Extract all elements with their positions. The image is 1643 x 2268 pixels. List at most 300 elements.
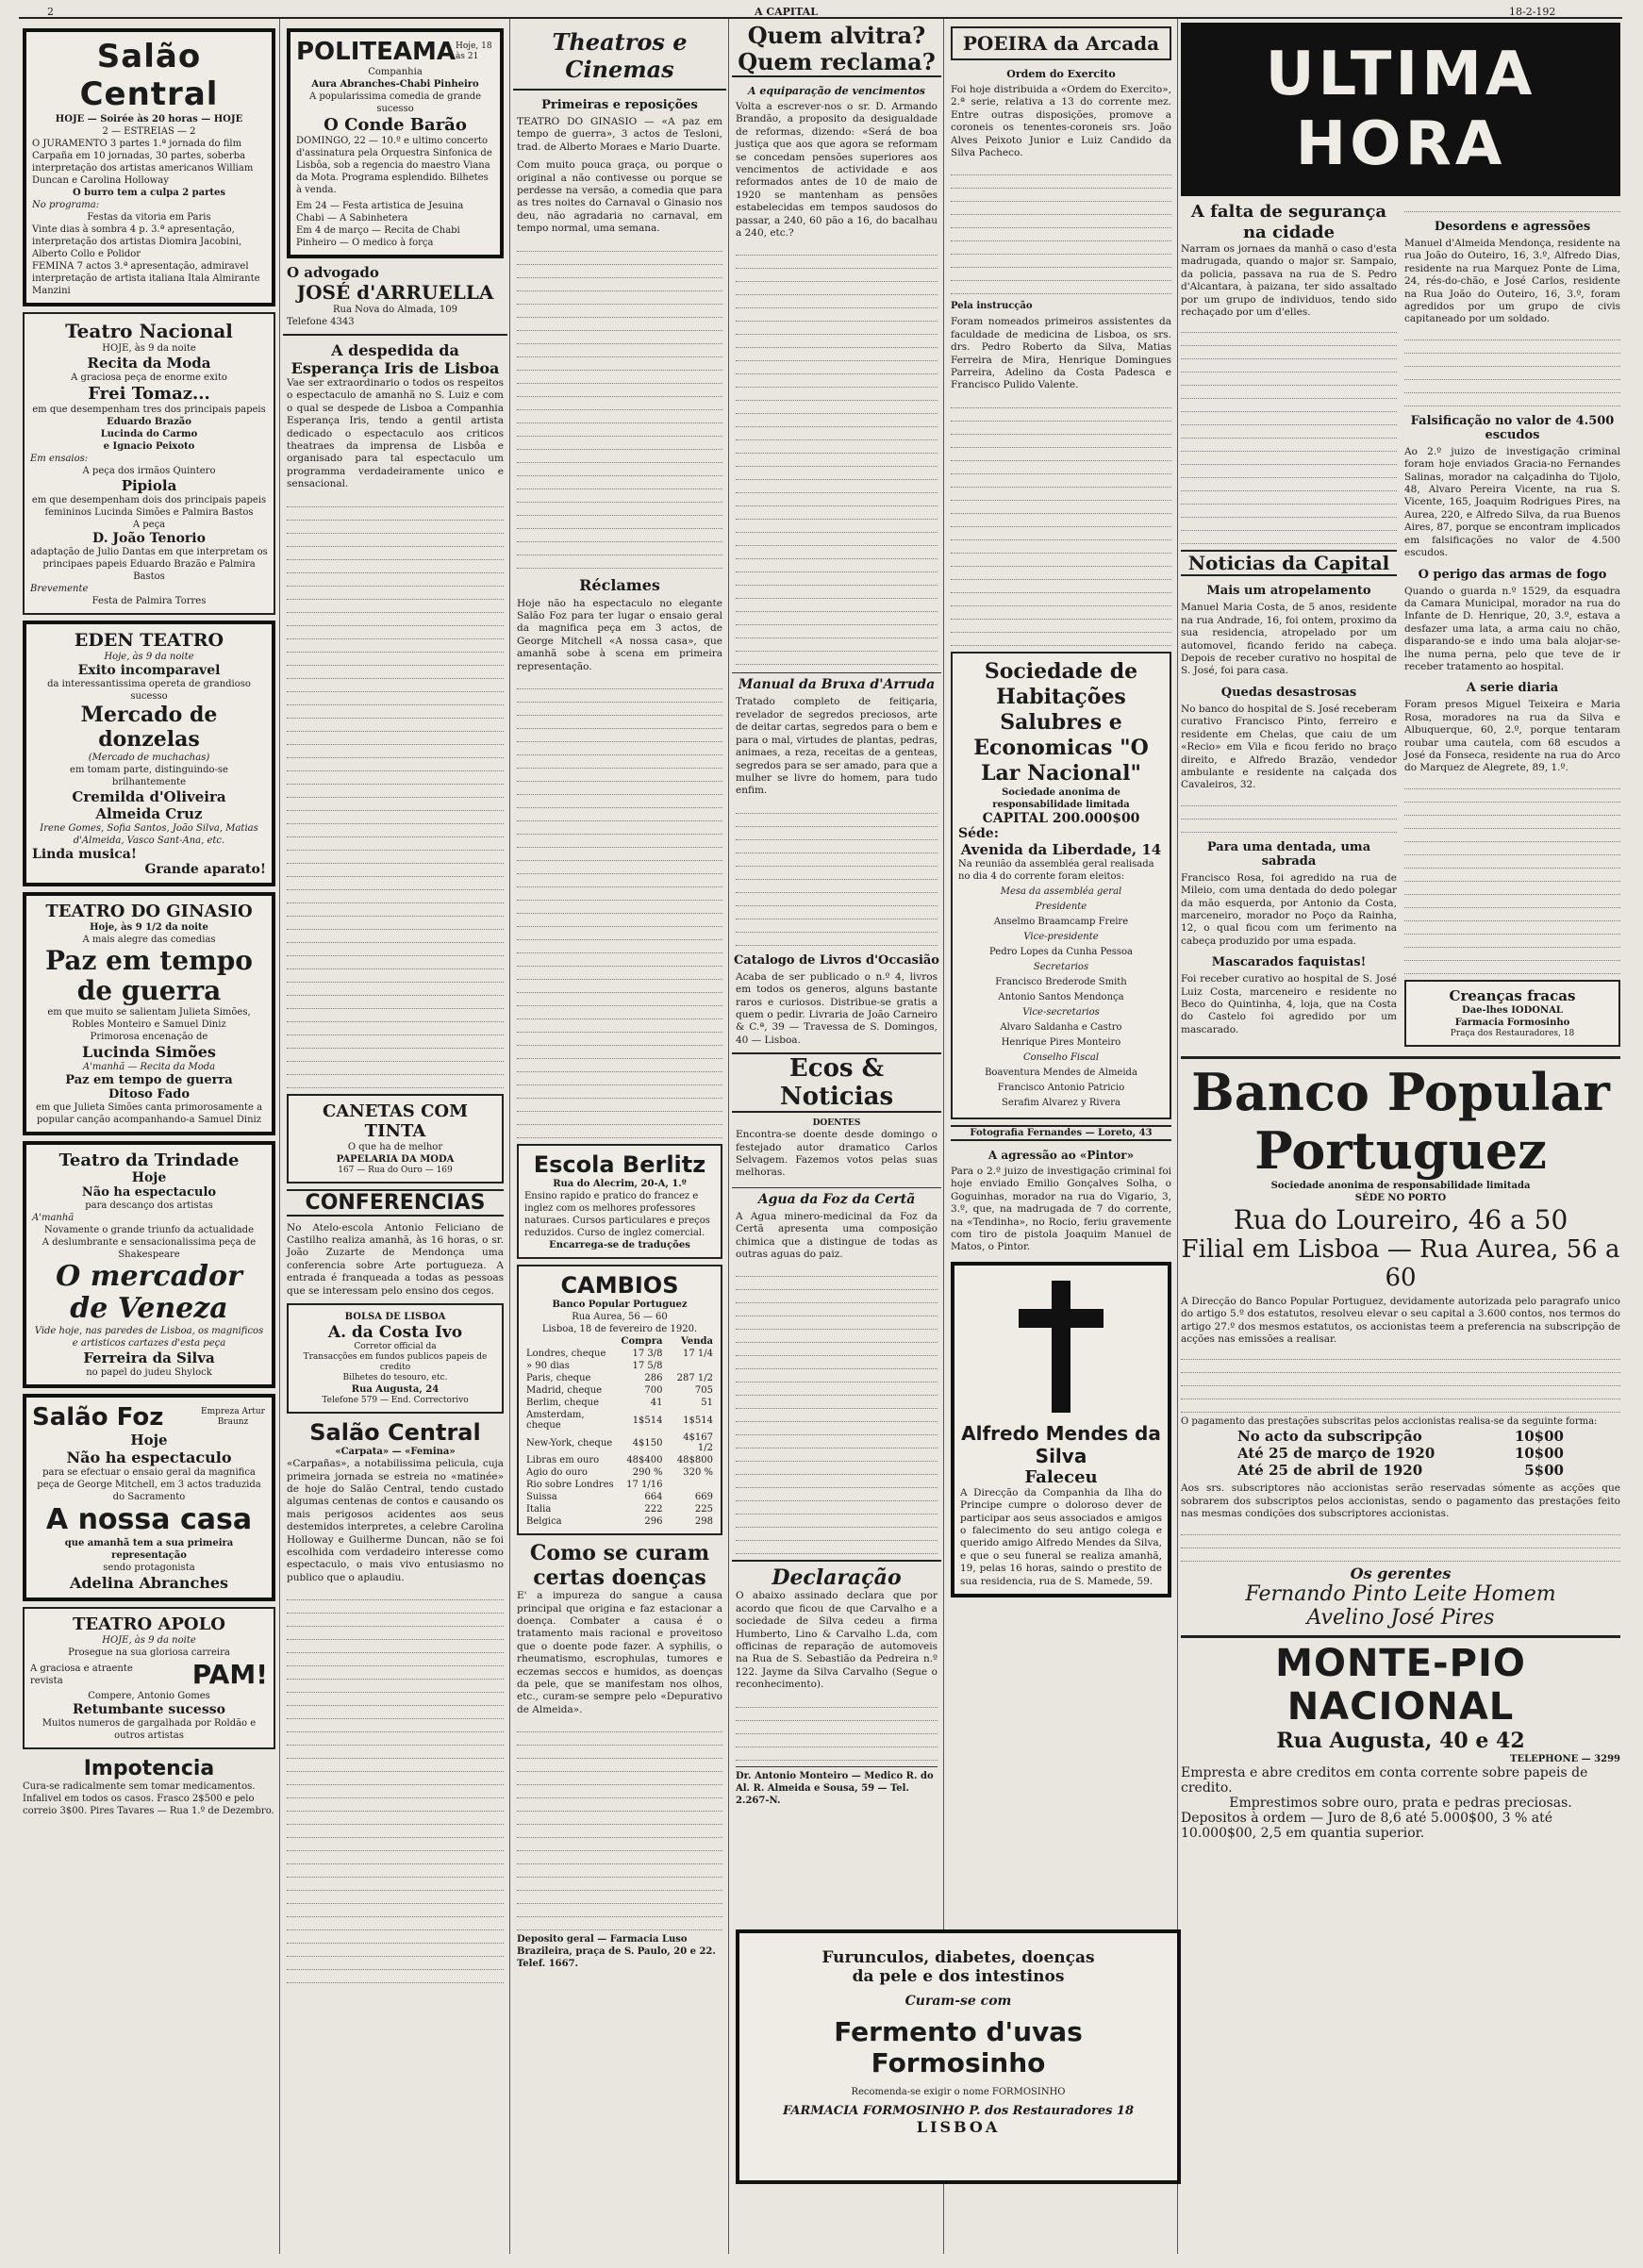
foz-line: que amanhã tem a sua primeira representação bbox=[64, 1538, 234, 1561]
quedas-title: Quedas desastrosas bbox=[1220, 685, 1357, 700]
catalogo-body: Acaba de ser publicado o n.º 4, livros em todos os generos, alguns bastante raros e curiosos. Distribue-se gratis a quem o pedir. Livraria de João Carneiro & C.ª, 39 — Travessa de S. Domingos, 40 — Lisboa. bbox=[736, 970, 938, 1046]
table-row bbox=[524, 1503, 715, 1515]
list-item: Conselho Fiscal bbox=[1022, 1051, 1100, 1063]
ginasio-ad bbox=[23, 892, 275, 1135]
mascarados-body: Foi receber curativo ao hospital de S. José Luiz Costa, marceneiro e residente no Beco do Quintinha, 4, loja, que na Costa do Castelo foi agredido por um mascarado. bbox=[1181, 973, 1397, 1035]
pol-line: Em 4 de março — Recita de Chabi Pinheiro — O medico à força bbox=[296, 225, 460, 248]
tn-line: HOJE, às 9 da noite bbox=[102, 343, 196, 354]
table-row bbox=[524, 1515, 715, 1528]
quem-body: Volta a escrever-nos o sr. D. Armando Brandão, a proposito da desigualdade de reformas, dizendo: «Será de boa justiça que aos que agora se reformam se concedam pensões superiores aos vencimentos de actividade e aos reformados antes de 10 de maio de 1920 se mantenham as pensões estabelecidas em tempos saudosos do passar, a 240, 60 pão a 16, do bacalhau a 240, etc.? bbox=[736, 101, 938, 240]
dentada-title: Para uma dentada, uma sabrada bbox=[1206, 839, 1371, 869]
montepio-ad bbox=[1181, 1635, 1620, 1841]
cre-line: Creanças fracas bbox=[1449, 986, 1576, 1004]
ferm-line: Furunculos, diabetes, doenças bbox=[822, 1948, 1095, 1967]
table-cell: Agio do ouro bbox=[526, 1467, 588, 1479]
salao-line: HOJE — Soirée às 20 horas — HOJE bbox=[55, 114, 243, 124]
banco-line: SÉDE NO PORTO bbox=[1354, 1192, 1447, 1203]
column-2 bbox=[283, 23, 507, 1989]
table-cell: Italia bbox=[526, 1504, 552, 1515]
table-row bbox=[524, 1372, 715, 1384]
table-row bbox=[524, 1466, 715, 1479]
pol-line: Em 24 — Festa artistica de Jesuina Chabi — A Sabinhetera bbox=[296, 201, 464, 223]
bolsa-line: Rua Augusta, 24 bbox=[351, 1384, 440, 1396]
table-cell: 705 bbox=[694, 1385, 713, 1397]
eden-line: da interessantissima opereta de grandioso sucesso bbox=[47, 679, 251, 702]
table-cell: Rio sobre Londres bbox=[526, 1480, 614, 1491]
poeira-body: Foi hoje distribuida a «Ordem do Exercito», 2.ª serie, relativa a 13 do corrente mez. Entre outras disposições, promove a coroneis os tenentes-coroneis srs. João Alves Peixoto Junior e Luiz Candido da Silva Pacheco. bbox=[951, 84, 1171, 159]
banco-gerentes-label: Os gerentes bbox=[1350, 1564, 1452, 1582]
table-row bbox=[524, 1454, 715, 1466]
salao2-body: «Carpañas», a notabilissima pelicula, cuja primeira jornada se estreia no «matinée» de hoje do Salão Central, tendo custado algumas centenas de contos e causando os mais perigosos acidentes aos seus destemidos interpretes, a celebre Carolina Holloway e Guilherme Duncan, não se foi escolhida com verdadeiro interesse como espectaculo, o mais vivo entusiasmo no publico que o aplaudiu. bbox=[287, 1458, 504, 1583]
table-cell: Londres, cheque bbox=[526, 1349, 606, 1360]
serie-body: Foram presos Miguel Teixeira e Maria Rosa, moradores na rua da Silva e Albuquerque, 60, 2.º, porque tentaram roubar uma cautela, com 68 escudos a José da Fonseca, residente na rua do Arco do Marquez de Alegrete, 89, 1.º. bbox=[1404, 699, 1620, 774]
apolo-ad bbox=[23, 1607, 275, 1749]
poeira-body2: Foram nomeados primeiros assistentes da faculdade de medicina de Lisboa, os srs. drs. Pedro Roberto da Silva, Matias Ferreira de Mira, Henrique Domingues Parreira, Adelino da Costa Padesca e Francisco Pulido Valente. bbox=[951, 316, 1171, 391]
adv-line: O advogado bbox=[287, 264, 379, 281]
impotencia-title: Impotencia bbox=[83, 1757, 215, 1780]
apolo-line: Muitos numeros de gargalhada por Roldão e outros artistas bbox=[41, 1718, 257, 1741]
falsificacao-body: Ao 2.º juizo de investigação criminal foram hoje enviados Gracia-no Fernandes Salinas, morador na calçadinha do Tijolo, 48, Alvaro Pereira Vicente, na rua S. Vicente, 165, Joaquim Rodrigues Pires, na Aurea, 220, e Alfredo Silva, da rua Buenos Aires, 87, porque se encontram implicados em falsificações no valor de 4.500 escudos. bbox=[1404, 445, 1620, 559]
primeiras-title: Primeiras e reposições bbox=[541, 98, 698, 112]
tn-line: em que desempenham dois dos principais papeis femininos Lucinda Simões e Palmira Bastos bbox=[31, 495, 267, 518]
catalogo-title: Catalogo de Livros d'Occasião bbox=[734, 952, 939, 968]
table-cell: Paris, cheque bbox=[526, 1373, 591, 1384]
armas-title: O perigo das armas de fogo bbox=[1418, 567, 1607, 582]
page-number: 2 bbox=[47, 6, 54, 18]
salao-desc: O burro tem a culpa 2 partes bbox=[72, 188, 226, 198]
canetas-ad bbox=[287, 1094, 504, 1184]
eden-line: em tomam parte, distinguindo-se brilhantemente bbox=[70, 765, 228, 787]
trin-line: para descanço dos artistas bbox=[85, 1200, 213, 1211]
table-cell: 290 % bbox=[632, 1467, 663, 1479]
can-line: 167 — Rua do Ouro — 169 bbox=[338, 1165, 453, 1175]
table-row bbox=[524, 1384, 715, 1397]
bolsa-line: A. da Costa Ivo bbox=[327, 1323, 463, 1343]
eden-title: EDEN TEATRO bbox=[74, 630, 224, 651]
salao-desc: O JURAMENTO 3 partes 1.ª jornada do film Carpaña em 10 jornadas, 30 partes, soberba interpretação dos artistas americanos William Duncan e Carolina Holloway bbox=[32, 139, 254, 186]
gin-line: Ditoso Fado bbox=[108, 1087, 191, 1101]
poeira-sub2: Pela instrucção bbox=[951, 301, 1033, 312]
list-item: Presidente bbox=[1035, 901, 1087, 912]
tn-line: Recita da Moda bbox=[87, 355, 211, 372]
table-cell: 296 bbox=[644, 1516, 663, 1528]
table-row bbox=[524, 1432, 715, 1454]
salao-extra: Vinte dias à sombra 4 p. 3.ª apresentação, interpretação dos artistas Diomira Jacobini, Alberto Collo e Polidor bbox=[32, 224, 242, 259]
can-line: PAPELARIA DA MODA bbox=[336, 1153, 455, 1165]
armas-body: Quando o guarda n.º 1529, da esquadra da Camara Municipal, morador na rua do Infante de D. Henrique, 20, 3.º, estava a desfazer uma lata, a arma caiu no chão, disparando-se e indo uma bala alojar-se-lhe numa perna, pelo que teve de ir receber tratamento ao hospital. bbox=[1404, 585, 1620, 672]
ginasio-review-body: Com muito pouca graça, ou porque o original a não contivesse ou porque se perdesse na versão, a comedia que para as tres noites do Carnaval o Ginasio nos deu, não agradaria no carnaval, em tempo normal, uma semana. bbox=[517, 159, 722, 235]
trin-line: Não ha espectaculo bbox=[81, 1185, 217, 1200]
masthead: A CAPITAL bbox=[755, 6, 818, 18]
mp-line: Empresta e abre creditos em conta corrente sobre papeis de credito. bbox=[1181, 1764, 1588, 1796]
table-cell: 41 bbox=[650, 1398, 663, 1409]
table-cell: 222 bbox=[644, 1504, 663, 1515]
eden-line: Grande aparato! bbox=[144, 862, 266, 877]
ferm-line: Recomenda-se exigir o nome FORMOSINHO bbox=[851, 2087, 1066, 2097]
column-3 bbox=[513, 23, 726, 1976]
mascarados-title: Mascarados faquistas! bbox=[1211, 955, 1367, 970]
foz-line: sendo protagonista bbox=[103, 1563, 195, 1573]
manual-title: Manual da Bruxa d'Arruda bbox=[732, 672, 941, 692]
table-cell: 4$150 bbox=[632, 1437, 663, 1449]
alfredo-faleceu: Faleceu bbox=[1024, 1466, 1098, 1487]
despedida-body: Vae ser extraordinario o todos os respeitos o espectaculo de amanhã no S. Luiz e com o qual se despede de Lisboa a Companhia Esperança Iris, tendo a gentil artista dedicado o espectaculo aos criticos theatraes da imprensa de Lisbôa e organisado para tal espectaculo um programma verdadeiramente unico e sensacional. bbox=[287, 377, 504, 490]
gin-line: Paz em tempo de guerra bbox=[45, 945, 253, 1006]
foz-empresa: Empreza Artur Braunz bbox=[201, 1407, 265, 1427]
cambios-header-cell: Venda bbox=[681, 1336, 713, 1348]
ferm-line: da pele e dos intestinos bbox=[852, 1967, 1065, 1986]
foz-line: Não ha espectaculo bbox=[66, 1449, 232, 1466]
list-item: Antonio Santos Mendonça bbox=[998, 991, 1124, 1002]
banco-pay-label: O pagamento das prestações subscritas pelos accionistas realisa-se da seguinte forma: bbox=[1181, 1416, 1598, 1428]
ecos-title: Ecos & Noticias bbox=[732, 1052, 941, 1113]
escola-line: Rua do Alecrim, 20-A, 1.º bbox=[553, 1179, 687, 1190]
table-cell: 225 bbox=[694, 1504, 713, 1515]
teatro-nacional-ad bbox=[23, 312, 275, 615]
quem-title: Quem alvitra? Quem reclama? bbox=[732, 23, 941, 77]
sociedade-title: Sociedade de Habitações Salubres e Economicas "O Lar Nacional" bbox=[973, 658, 1149, 786]
politeama-title: POLITEAMA bbox=[296, 38, 456, 66]
trin-line: Ferreira da Silva bbox=[83, 1349, 215, 1366]
desordens-body: Manuel d'Almeida Mendonça, residente na rua João do Outeiro, 16, 3.º, Alfredo Dias, residente na rua Marquez Ponte de Lima, 24, rés-do-chão, e José Carlos, residente na Rua João do Outeiro, 16, 3.º, foram agredidos por um grupo de civis capitaneado por um soldado. bbox=[1404, 238, 1620, 325]
soc-line: CAPITAL 200.000$00 bbox=[982, 810, 1140, 826]
gin-line: em que muito se salientam Julieta Simões, Robles Monteiro e Samuel Diniz bbox=[47, 1007, 251, 1030]
table-cell: 17 5/8 bbox=[632, 1361, 663, 1372]
apolo-pam: PAM! bbox=[191, 1659, 268, 1690]
fotografia-line: Fotografia Fernandes — Loreto, 43 bbox=[951, 1125, 1171, 1141]
tn-line: em que desempenham tres dos principais papeis bbox=[32, 405, 266, 415]
tn-line: Pipiola bbox=[121, 477, 177, 494]
cambios-table bbox=[517, 1265, 722, 1535]
table-cell: 1$514 bbox=[683, 1415, 713, 1426]
falta-title: A falta de segurança na cidade bbox=[1190, 202, 1387, 242]
list-item: Francisco Brederode Smith bbox=[995, 976, 1127, 987]
impotencia-body: Cura-se radicalmente sem tomar medicamentos. Infalivel em todos os casos. Frasco 2$500 e pelo correio 3$00. Pires Tavares — Rua 1.º de Dezembro. bbox=[23, 1781, 274, 1816]
gin-line: Paz em tempo de guerra bbox=[65, 1073, 233, 1087]
list-item: Até 25 de abril de 1920 5$00 bbox=[1237, 1462, 1564, 1480]
apolo-line: Compere, Antonio Gomes bbox=[88, 1691, 210, 1701]
table-row bbox=[524, 1409, 715, 1432]
ferm-line: Curam-se com bbox=[904, 1994, 1012, 2009]
column-4 bbox=[732, 23, 941, 1807]
table-cell: 286 bbox=[644, 1373, 663, 1384]
fermento-ad bbox=[736, 1929, 1181, 2184]
gin-line: A mais alegre das comedias bbox=[82, 935, 216, 945]
apolo-title: TEATRO APOLO bbox=[73, 1614, 225, 1634]
reclames-title: Réclames bbox=[579, 575, 660, 594]
tn-line: Festa de Palmira Torres bbox=[91, 596, 207, 606]
salao-prog: Festas da vitoria em Paris bbox=[87, 212, 211, 223]
tn-line: Frei Tomaz... bbox=[88, 384, 210, 404]
list-item: Vice-secretarios bbox=[1022, 1006, 1100, 1018]
banco-line: Rua do Loureiro, 46 a 50 bbox=[1233, 1203, 1568, 1235]
list-item: Secretarios bbox=[1033, 961, 1089, 972]
banco-name2: Portuguez bbox=[1254, 1119, 1547, 1181]
column-1 bbox=[19, 23, 279, 1825]
poeira-title: POEIRA da Arcada bbox=[951, 26, 1171, 60]
eden-teatro-ad bbox=[23, 621, 275, 886]
pol-line: Companhia bbox=[368, 67, 423, 77]
conferencias-title: CONFERENCIAS bbox=[287, 1189, 504, 1217]
pol-line: O Conde Barão bbox=[324, 115, 467, 135]
gin-line: Lucinda Simões bbox=[82, 1043, 216, 1061]
header-date: 18-2-192 bbox=[1509, 6, 1556, 18]
cambios-line: Rua Aurea, 56 — 60 bbox=[572, 1312, 668, 1323]
table-row bbox=[524, 1360, 715, 1372]
banco-popular-ad bbox=[1181, 1056, 1620, 1630]
column-5 bbox=[947, 23, 1175, 1603]
eden-line: Exito incomparavel bbox=[77, 663, 221, 678]
trin-line: Vide hoje, nas paredes de Lisboa, os magnificos e artisticos cartazes d'esta peça bbox=[34, 1326, 264, 1349]
page-header bbox=[19, 6, 1622, 19]
ferm-line: Fermento d'uvas Formosinho bbox=[834, 2016, 1083, 2078]
list-item: Serafim Alvarez y Rivera bbox=[1002, 1097, 1120, 1108]
cambios-rates bbox=[524, 1335, 715, 1528]
trindade-ad bbox=[23, 1141, 275, 1388]
banco-name1: Banco Popular bbox=[1191, 1061, 1610, 1122]
cre-line: Dae-lhes IODONAL bbox=[1462, 1004, 1563, 1016]
quedas-body: No banco do hospital de S. José receberam curativo Francisco Pinto, ferreiro e residente em Chelas, que caiu de um «Recio» em Vila e ficou ferido no braço direito, e Alfredo Brazão, vendedor ambulante e residente na calçada dos Cavaleiros, 32. bbox=[1181, 703, 1397, 791]
noticias-title: Noticias da Capital bbox=[1181, 550, 1397, 576]
table-cell: Berlim, cheque bbox=[526, 1398, 600, 1409]
banco-line: Sociedade anonima de responsabilidade limitada bbox=[1270, 1180, 1531, 1191]
bolsa-line: Telefone 579 — End. Correctorivo bbox=[322, 1396, 469, 1406]
mp-line: TELEPHONE — 3299 bbox=[1510, 1753, 1620, 1764]
list-item: Vice-presidente bbox=[1023, 931, 1099, 942]
mp-line: Emprestimos sobre ouro, prata e pedras preciosas. bbox=[1229, 1795, 1572, 1811]
sociedade-ad bbox=[951, 652, 1171, 1119]
alfredo-body: A Direcção da Companhia da Ilha do Principe cumpre o doloroso dever de participar aos seus associados e amigos o falecimento do seu antigo colega e querido amigo Alfredo Mendes da Silva, e que o seu funeral se realiza amanhã, 19, pelas 16 horas, saindo o prestito de sua residencia, rua de S. Mamede, 59. bbox=[960, 1486, 1162, 1587]
table-cell: 1$514 bbox=[632, 1415, 663, 1426]
alfredo-obituary bbox=[951, 1262, 1171, 1598]
table-cell: 17 3/8 bbox=[632, 1349, 663, 1360]
pol-line: A popularissima comedia de grande sucesso bbox=[308, 91, 482, 114]
trin-line: Hoje bbox=[131, 1170, 167, 1185]
salao2-sub: «Carpata» — «Femina» bbox=[335, 1447, 456, 1458]
serie-title: A serie diaria bbox=[1466, 681, 1559, 696]
cambios-line: Lisboa, 18 de fevereiro de 1920. bbox=[541, 1324, 698, 1335]
montepio-title: MONTE-PIO NACIONAL bbox=[1275, 1641, 1526, 1729]
salao-foz-ad bbox=[23, 1394, 275, 1601]
ginasio-title: TEATRO DO GINASIO bbox=[45, 902, 253, 921]
banco-body: A Direcção do Banco Popular Portuguez, devidamente autorizada pelo paragrafo unico do artigo 5.º dos estatutos, resolveu elevar o seu capital a 3.600 contos, nos termos do artigo 27.º dos mesmos estatutos, os accionistas teem a preferencia na subscripção de acções nas emissões a realisar. bbox=[1181, 1295, 1620, 1345]
table-cell: 320 % bbox=[683, 1467, 713, 1479]
banco-pay-list bbox=[1181, 1428, 1620, 1479]
list-item: Henrique Pires Monteiro bbox=[1001, 1036, 1121, 1048]
cre-line: Farmacia Formosinho bbox=[1454, 1017, 1570, 1028]
cambios-title: CAMBIOS bbox=[560, 1272, 679, 1300]
salao-femina: FEMINA 7 actos 3.ª apresentação, admiravel interpretação de artista italiana Itala Almirante Manzini bbox=[32, 261, 260, 296]
soc-line: Na reunião da assembléa geral realisada no dia 4 do corrente foram eleitos: bbox=[958, 858, 1154, 882]
tn-line: adaptação de Julio Dantas em que interpretam os principaes papeis Eduardo Brazão e Palmira Bastos bbox=[30, 547, 268, 582]
tn-line: Em ensaios: bbox=[30, 454, 89, 464]
trindade-title: Teatro da Trindade bbox=[58, 1151, 240, 1170]
table-row bbox=[524, 1491, 715, 1503]
escola-body: Ensino rapido e pratico do francez e inglez com os melhores professores naturaes. Cursos particulares e preços reduzidos. Curso de inglez comercial. bbox=[524, 1191, 710, 1239]
mp-line: Depositos à ordem — Juro de 8,6 até 5.000$00, 3 % até 10.000$00, 2,5 em quantia superior. bbox=[1181, 1810, 1552, 1841]
tn-line: e Ignacio Peixoto bbox=[103, 441, 195, 452]
eden-line: Irene Gomes, Sofia Santos, João Silva, Matias d'Almeida, Vasco Sant-Ana, etc. bbox=[40, 823, 258, 846]
eden-line: Hoje, às 9 da noite bbox=[104, 652, 194, 662]
list-item: Boaventura Mendes de Almeida bbox=[985, 1067, 1137, 1078]
foz-line: Adelina Abranches bbox=[69, 1574, 229, 1592]
ginasio-review-head: TEATRO DO GINASIO — «A paz em tempo de guerra», 3 actos de Tesloni, trad. de Alberto Moraes e Mario Duarte. bbox=[517, 116, 722, 153]
escola-berlitz-ad bbox=[517, 1144, 722, 1259]
pol-line: Aura Abranches-Chabi Pinheiro bbox=[311, 79, 479, 90]
table-cell: Libras em ouro bbox=[526, 1455, 600, 1466]
foz-line: para se efectuar o ensaio geral da magnifica peça de George Mitchell, em 3 actos traduzida do Sacramento bbox=[37, 1467, 261, 1502]
monteiro-line: Dr. Antonio Monteiro — Medico R. do Al. R. Almeida e Sousa, 59 — Tel. 2.267-N. bbox=[736, 1766, 938, 1807]
foz-line: A nossa casa bbox=[45, 1503, 253, 1536]
gin-line: A'manhã — Recita da Moda bbox=[82, 1062, 216, 1072]
bolsa-line: Transacções em fundos publicos papeis de credito bbox=[303, 1352, 488, 1373]
list-item: Até 25 de março de 1920 10$00 bbox=[1237, 1445, 1564, 1463]
eden-line: Linda musica! bbox=[32, 847, 138, 862]
soc-line: Sociedade anonima de responsabilidade limitada bbox=[992, 786, 1130, 810]
table-cell: 298 bbox=[694, 1516, 713, 1528]
table-cell: Belgica bbox=[526, 1516, 562, 1528]
cross-icon bbox=[1019, 1281, 1104, 1413]
bolsa-line: Bilhetes do tesouro, etc. bbox=[342, 1373, 448, 1383]
tn-line: A peça dos irmãos Quintero bbox=[82, 466, 216, 476]
gin-line: Hoje, às 9 1/2 da noite bbox=[90, 922, 208, 933]
conferencias-body: No Atelo-escola Antonio Feliciano de Castilho realiza amanhã, às 16 horas, o sr. João Zuzarte de Mendonça uma conferencia sobre Arte portugueza. A entrada é franqueada a todas as pessoas que se interessam pelo ensino dos cegos. bbox=[287, 1221, 504, 1297]
cambios-header-cell bbox=[524, 1335, 620, 1348]
table-cell: New-York, cheque bbox=[526, 1437, 613, 1449]
adv-line: Telefone 4343 bbox=[287, 317, 355, 327]
table-cell: 700 bbox=[644, 1385, 663, 1397]
table-cell: 669 bbox=[694, 1492, 713, 1503]
ultima-hora-banner: ULTIMA HORA bbox=[1181, 23, 1620, 196]
poeira-sub: Ordem do Exercito bbox=[1006, 68, 1116, 80]
teatro-nacional-title: Teatro Nacional bbox=[65, 320, 233, 342]
table-cell: 17 1/4 bbox=[683, 1349, 713, 1360]
column-6 bbox=[1181, 23, 1620, 1841]
tn-line: A peça bbox=[132, 520, 166, 530]
foz-line: Hoje bbox=[130, 1432, 168, 1449]
eden-line: Mercado de donzelas bbox=[80, 703, 218, 752]
table-cell: 48$800 bbox=[676, 1455, 713, 1466]
cambios-header-cell: Compra bbox=[621, 1336, 663, 1348]
table-cell bbox=[665, 1479, 716, 1491]
salao-foz-title: Salão Foz bbox=[32, 1403, 164, 1432]
cambios-line: Banco Popular Portuguez bbox=[552, 1300, 688, 1311]
agua-title: Agua da Foz da Certã bbox=[732, 1187, 941, 1207]
list-item: Francisco Antonio Patricio bbox=[997, 1082, 1125, 1093]
table-cell bbox=[665, 1360, 716, 1372]
table-cell: Suissa bbox=[526, 1492, 557, 1503]
trin-line: A deslumbrante e sensacionalissima peça de Shakespeare bbox=[41, 1237, 257, 1260]
como-body: E' a impureza do sangue a causa principal que origina e faz estacionar a doença. Combater a causa é o tratamento mais racional e proveitoso que o doente pode fazer. A syphilis, o rheumatismo, escrophulas, tumores e eczemas seccos e humidos, as doenças da pele, que se manifestam nos olhos, etc., curam-se sempre pelo «Depurativo de Almeida». bbox=[517, 1590, 722, 1715]
table-cell: 4$167 1/2 bbox=[683, 1432, 713, 1454]
atrop-title: Mais um atropelamento bbox=[1206, 584, 1371, 599]
salao-central-title: Salão Central bbox=[79, 38, 219, 113]
falsificacao-title: Falsificação no valor de 4.500 escudos bbox=[1410, 413, 1615, 442]
salao-line: 2 — ESTREIAS — 2 bbox=[102, 126, 196, 137]
salao-prog-label: No programa: bbox=[32, 200, 100, 210]
declaracao-body: O abaixo assinado declara que por acordo que ficou de que Carvalho e a sociedade de Silva cedeu a firma Humberto, Lino & Carvalho L.da, com officinas de reparação de automoveis na Rua de S. Sebastião da Pedreira n.º 122. Jayme da Silva Carvalho (Segue o reconhecimento). bbox=[736, 1590, 938, 1691]
trin-line: O mercador de Veneza bbox=[56, 1260, 242, 1325]
ecos-sub: DOENTES bbox=[812, 1118, 861, 1129]
despedida-title: A despedida da Esperança Iris de Lisboa bbox=[290, 341, 500, 377]
apolo-line: HOJE, às 9 da noite bbox=[102, 1635, 196, 1646]
pintor-title: A agressão ao «Pintor» bbox=[987, 1148, 1135, 1162]
mp-line: Rua Augusta, 40 e 42 bbox=[1276, 1728, 1525, 1753]
sociedade-roles bbox=[958, 886, 1164, 1109]
reclames-body: Hoje não ha espectaculo no elegante Salão Foz para ter lugar o ensaio geral da magnifica peça em 3 actos, de George Mitchell «A nossa casa», que amanhã sobe à scena em primeira representação. bbox=[517, 597, 722, 672]
apolo-line: Retumbante sucesso bbox=[73, 1702, 225, 1717]
bolsa-line: Corretor official da bbox=[354, 1342, 437, 1352]
tn-line: A graciosa peça de enorme exito bbox=[71, 372, 227, 383]
eden-line: Almeida Cruz bbox=[95, 805, 203, 822]
banco-line: Filial em Lisboa — Rua Aurea, 56 a 60 bbox=[1181, 1234, 1620, 1292]
ecos-body: Encontra-se doente desde domingo o festejado autor dramatico Carlos Selvagem. Fazemos votos pelas suas melhoras. bbox=[736, 1129, 938, 1179]
adv-line: Rua Nova do Almada, 109 bbox=[333, 305, 457, 315]
table-cell: 664 bbox=[644, 1492, 663, 1503]
desordens-title: Desordens e agressões bbox=[1434, 220, 1591, 234]
falta-body: Narram os jornaes da manhã o caso d'esta madrugada, quando o major sr. Sampaio, da policia, passava na rua de S. Pedro d'Alcantara, à paizana, ter sido assaltado por um grupo de individuos, tendo sido rechaçado por um d'elles. bbox=[1181, 243, 1397, 319]
teatros-title: Theatros e Cinemas bbox=[513, 23, 726, 91]
apolo-line: Prosegue na sua gloriosa carreira bbox=[68, 1647, 230, 1658]
can-line: O que ha de melhor bbox=[347, 1141, 443, 1152]
gin-line: Primorosa encenação de bbox=[90, 1032, 208, 1042]
list-item: No acto da subscripção 10$00 bbox=[1237, 1428, 1564, 1446]
atrop-body: Manuel Maria Costa, de 5 anos, residente na rua Andrade, 16, foi ontem, proximo da sua residencia, atropelado por um automovel, ficando ferido na cabeça. Depois de receber curativo no hospital de S. José, foi para casa. bbox=[1181, 602, 1397, 677]
table-row bbox=[524, 1479, 715, 1491]
canetas-title: CANETAS COM TINTA bbox=[322, 1101, 469, 1141]
banco-gerente-1: Fernando Pinto Leite Homem bbox=[1245, 1581, 1556, 1606]
declaracao-title: Declaração bbox=[732, 1560, 941, 1590]
trin-line: no papel do judeu Shylock bbox=[86, 1367, 212, 1378]
salao-central-ad bbox=[23, 28, 275, 306]
manual-body: Tratado completo de feitiçaria, revelador de segredos preciosos, arte de deitar cartas, segredos para o bem e para o mal, virtudes de plantas, pedras, animaes, a reza, receitas de a genteas, segredos para se ser amado, para que a mulher se livre do homem, para tudo enfim. bbox=[736, 696, 938, 797]
gin-line: em que Julieta Simões canta primorosamente a popular canção acompanhando-a Samuel Diniz bbox=[35, 1102, 263, 1125]
alfredo-name: Alfredo Mendes da Silva bbox=[961, 1421, 1161, 1467]
list-item: Anselmo Braamcamp Freire bbox=[993, 916, 1129, 927]
tn-line: D. João Tenorio bbox=[92, 531, 206, 546]
list-item: Mesa da assembléa geral bbox=[1000, 886, 1122, 897]
table-row bbox=[524, 1348, 715, 1360]
escola-line: Encarrega-se de traduções bbox=[549, 1240, 690, 1251]
creancas-ad bbox=[1404, 980, 1620, 1047]
table-cell: 17 1/16 bbox=[626, 1480, 663, 1491]
deposito-line: Deposito geral — Farmacia Luso Brazileira, praça de S. Paulo, 20 e 22. Telef. 1667. bbox=[517, 1934, 716, 1970]
advogado-card bbox=[287, 264, 504, 328]
table-cell: 51 bbox=[701, 1398, 713, 1409]
quem-sub: A equiparação de vencimentos bbox=[748, 85, 925, 97]
politeama-date: Hoje, 18 às 21 bbox=[456, 41, 492, 61]
soc-line: Séde: bbox=[958, 825, 999, 841]
escola-title: Escola Berlitz bbox=[533, 1151, 706, 1179]
pintor-body: Para o 2.º juizo de investigação criminal foi hoje enviado Emilio Gonçalves Solha, o Goguinhas, morador na rua do Vigario, 3, 3.º, que, na madrugada de 7 do corrente, na «Tendinha», no Rocio, feriu gravemente com tiro de pistola Joaquim Manuel de Matos, o Pintor. bbox=[951, 1165, 1171, 1253]
bolsa-line: BOLSA DE LISBOA bbox=[344, 1312, 446, 1323]
banco-gerente-2: Avelino José Pires bbox=[1306, 1605, 1495, 1630]
table-cell: » 90 dias bbox=[526, 1361, 570, 1372]
table-cell: 48$400 bbox=[626, 1455, 663, 1466]
adv-line: JOSÉ d'ARRUELLA bbox=[296, 281, 494, 304]
soc-line: Avenida da Liberdade, 14 bbox=[960, 840, 1162, 858]
table-row bbox=[524, 1397, 715, 1409]
politeama-ad bbox=[287, 28, 504, 258]
salao2-title: Salão Central bbox=[309, 1419, 481, 1447]
trin-line: Novamente o grande triunfo da actualidade bbox=[43, 1225, 254, 1235]
cre-line: Praça dos Restauradores, 18 bbox=[1450, 1028, 1575, 1038]
ferm-line: LISBOA bbox=[916, 2118, 1001, 2136]
table-cell: Madrid, cheque bbox=[526, 1385, 603, 1397]
agua-body: A Agua minero-medicinal da Foz da Certã apresenta uma composição chimica que a distingue de todas as outras aguas do paiz. bbox=[736, 1210, 938, 1260]
eden-line: Cremilda d'Oliveira bbox=[72, 788, 226, 805]
eden-line: (Mercado de muchachas) bbox=[88, 753, 210, 763]
